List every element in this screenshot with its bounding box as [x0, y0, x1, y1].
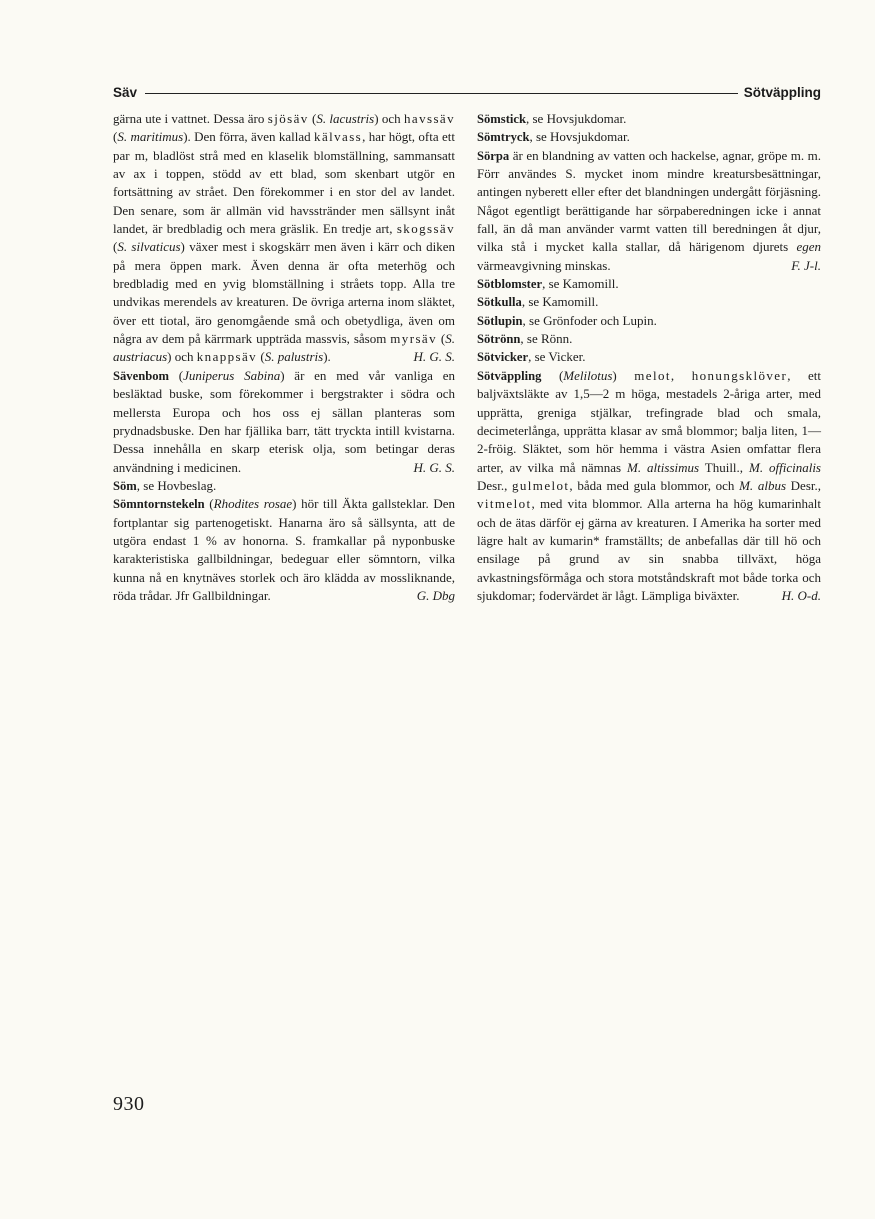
headword: Sötkulla — [477, 295, 522, 310]
entry-somtryck: Sömtryck, se Hovsjukdomar. — [477, 129, 630, 145]
headword: Söm — [113, 478, 137, 493]
entry-sotvicker: Sötvicker, se Vicker. — [477, 349, 586, 365]
page-number: 930 — [113, 1093, 145, 1115]
left-column — [113, 110, 455, 605]
headword: Sävenbom — [113, 368, 169, 383]
running-head — [113, 82, 821, 102]
headword: Sömstick — [477, 112, 526, 126]
running-head-right: Sötväppling — [743, 84, 821, 100]
header-rule — [145, 93, 738, 94]
headword: Sörpa — [477, 148, 510, 163]
headword: Sötväppling — [477, 368, 542, 383]
entry-som: Söm, se Hovbeslag. — [113, 477, 217, 493]
headword: Sötvicker — [477, 350, 529, 365]
author-signature: G. Dbg — [416, 587, 455, 603]
headword: Sömtryck — [477, 130, 530, 145]
author-signature: F. J-l. — [791, 257, 821, 273]
entry-sorpa: Sörpa är en blandning av vatten och hackelse, agnar, gröpe m. m. Förr användes S. mycket inom mindre kreatursbesättningar, antingen nyberett eller efter det blandningen undergått förjäsning. Något egentligt berättigande har sörpaberedningen icke i annat fall, än då man använder varmt vatten till beredningen åt djur, vilka stå i mycket kalla stallar, då härigenom djurets egen värmeavgivning minskas. F. J-l. — [477, 147, 821, 275]
entry-somntornstekeln: Sömntornstekeln (Rhodites rosae) hör till Äkta gallsteklar. Den fortplantar sig partenogetiskt. Hanarna äro så sällsynta, att de utgöra endast 1 % av honorna. S. framkallar på nyponbuske karakteristiska gallbildningar, bedeguar eller sömntorn, vilka kunna nå en knytnäves storlek och äro klädda av mossliknande, röda trådar. Jfr Gallbildningar. G. Dbg — [113, 495, 455, 605]
headword: Sötrönn — [477, 332, 521, 347]
entry-sav-continuation: gärna ute i vattnet. Dessa äro sjösäv (S. lacustris) och havssäv (S. maritimus). Den förra, även kallad kälvass, har högt, ofta ett par m, bladlöst strå med en klaselik blomställning, sammansatt av ax i toppen, stödd av ett blad, som skenbart utgör en fortsättning av strået. Den förekommer i en stor del av landet. Den senare, som är allmän vid havsstränder men sällsynt inåt landet, är bredbladig och mera gräslik. En tredje art, skogssäv (S. silvaticus) växer mest i skogskärr men även i kärr och diken på mera öppen mark. Även denna är ofta meterhög och bredbladig med en yvig blomställning i stråets topp. Alla tre undvikas merendels av kreaturen. De övriga arterna inom släktet, över ett tiotal, äro genomgående små och obetydliga, även om några av dem på kärrmark uppträda massvis, såsom myrsäv (S. austriacus) och knappsäv (S. palustris). H. G. S. — [113, 110, 455, 367]
entry-sotkulla: Sötkulla, se Kamomill. — [477, 294, 599, 310]
author-signature: H. G. S. — [413, 349, 455, 365]
entry-savenbom: Sävenbom (Juniperus Sabina) är en med vår vanliga en besläktad buske, som förekommer i bergstrakter i södra och mellersta Europa och hos oss ej sällan planteras som prydnadsbuske. Den har fjällika barr, tätt tryckta intill kvistarna. Dessa innehålla en skarp eterisk olja, som betingar deras användning i medicinen. H. G. S. — [113, 367, 455, 477]
entry-somstick: Sömstick, se Hovsjukdomar. — [477, 111, 627, 126]
author-signature: H. O-d. — [781, 587, 821, 603]
headword: Sötlupin — [477, 313, 523, 328]
entry-sotlupin: Sötlupin, se Grönfoder och Lupin. — [477, 312, 657, 328]
right-column — [477, 110, 821, 605]
running-head-left: Säv — [113, 84, 138, 100]
author-signature: H. G. S. — [413, 459, 455, 475]
entry-sotblomster: Sötblomster, se Kamomill. — [477, 276, 619, 292]
headword: Sötblomster — [477, 277, 543, 292]
entry-sotronn: Sötrönn, se Rönn. — [477, 331, 573, 347]
headword: Sömntornstekeln — [113, 497, 205, 512]
entry-sotvappling: Sötväppling (Melilotus) melot, honungsklöver, ett baljväxtsläkte av 1,5—2 m höga, mestadels 2-åriga arter, med upprätta, greniga stjälkar, trefingrade blad och smala, decimeterlånga, upprätta klasar av små blommor; balja liten, 1—2-fröig. Släktet, som hör hemma i västra Asien omfattar flera arter, av vilka må nämnas M. altissimus Thuill., M. officinalis Desr., gulmelot, båda med gula blommor, och M. albus Desr., vitmelot, med vita blommor. Alla arterna ha hög kumarinhalt och de ätas därför ej gärna av kreaturen. I Amerika ha sorter med lägre halt av kumarin* framställts; de anbefallas där till hö och ensilage på grund av sin snabba tillväxt, höga avkastningsförmåga och stora motståndskraft mot både torka och sjukdomar; fodervärdet är lågt. Lämpliga biväxter. H. O-d. — [477, 367, 821, 605]
